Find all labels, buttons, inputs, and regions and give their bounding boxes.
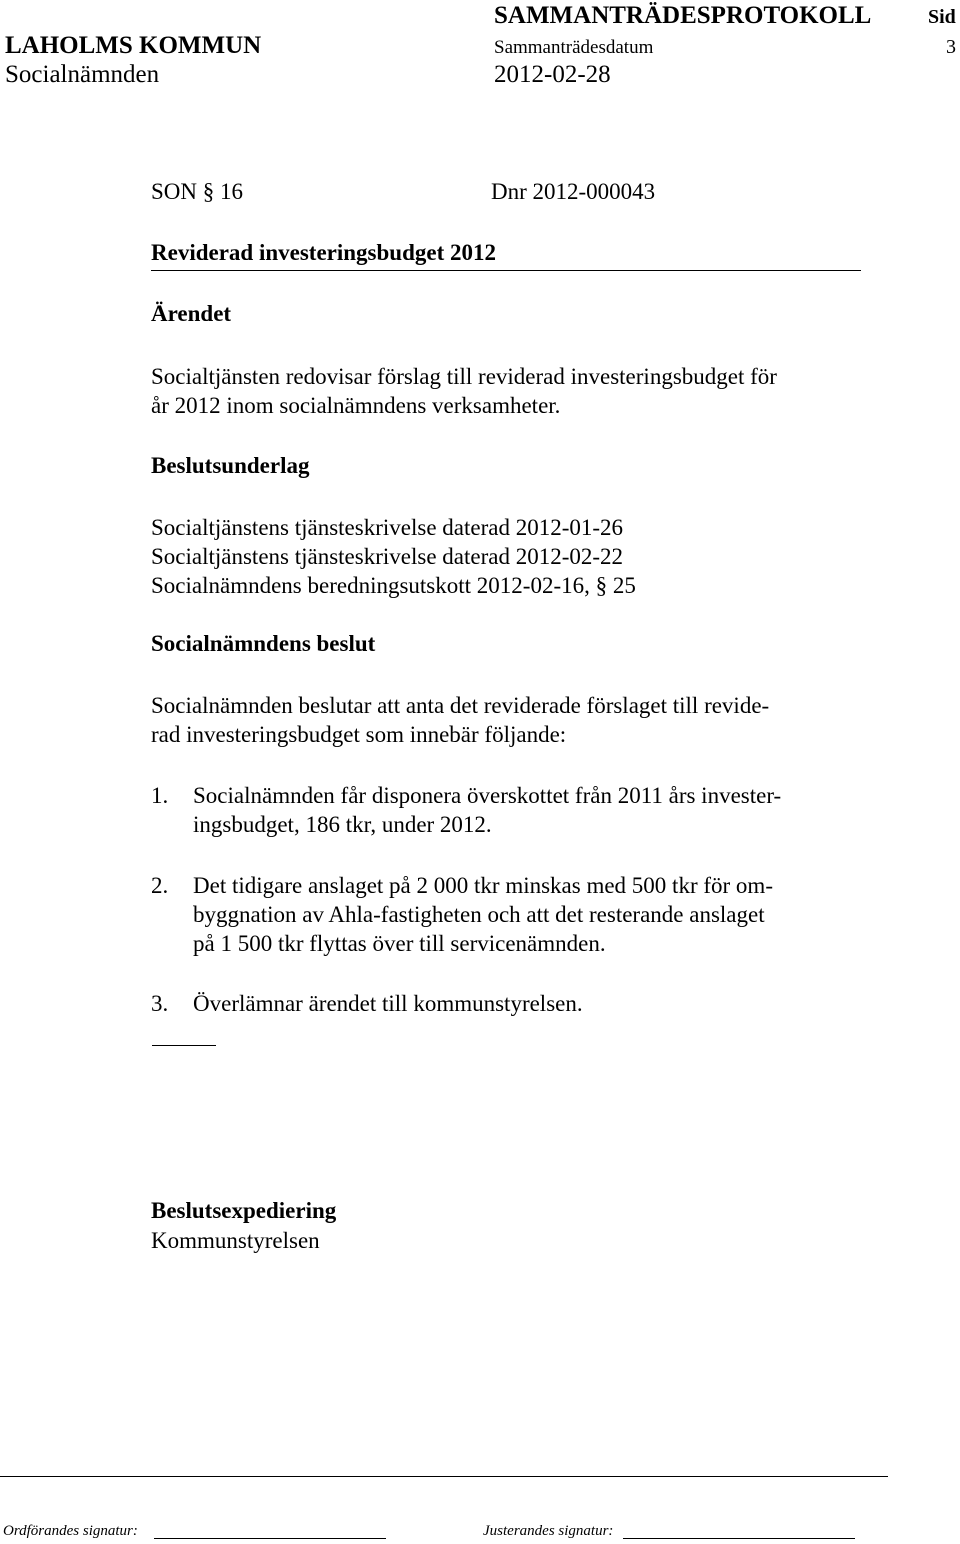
footer-rule — [0, 1476, 888, 1477]
title-underline — [151, 270, 861, 271]
item-number: 1. — [151, 783, 169, 808]
chair-signature-label: Ordförandes signatur: — [3, 1523, 138, 1539]
arendet-text — [151, 362, 863, 420]
underlag-item: Socialtjänstens tjänsteskrivelse daterad 2012-01-26 — [151, 515, 624, 540]
beslut-intro — [151, 691, 863, 749]
underlag-item: Socialtjänstens tjänsteskrivelse daterad 2012-02-22 — [151, 544, 624, 569]
item-number: 3. — [151, 991, 169, 1016]
underlag-item: Socialnämndens beredningsutskott 2012-02-16, § 25 — [151, 573, 636, 598]
case-number: Dnr 2012-000043 — [491, 179, 656, 204]
item-line: Socialnämnden får disponera överskottet från 2011 års invester- — [193, 783, 782, 808]
adjuster-signature-label: Justerandes signatur: — [483, 1523, 614, 1539]
document-type: SAMMANTRÄDESPROTOKOLL — [494, 2, 872, 29]
chair-signature-line — [154, 1538, 386, 1539]
arendet-line: Socialtjänsten redovisar förslag till reviderad investeringsbudget för — [151, 364, 777, 389]
item-text — [193, 781, 863, 839]
beslut-heading: Socialnämndens beslut — [151, 631, 376, 656]
page-number: 3 — [946, 36, 956, 58]
item-line: på 1 500 tkr flyttas över till servicenämnden. — [193, 931, 606, 956]
expediering-recipient: Kommunstyrelsen — [151, 1228, 320, 1253]
board-name: Socialnämnden — [5, 61, 160, 88]
beslutsunderlag-list — [151, 513, 863, 600]
expediering-heading: Beslutsexpediering — [151, 1198, 337, 1223]
case-title: Reviderad investeringsbudget 2012 — [151, 240, 496, 265]
section-number: SON § 16 — [151, 179, 244, 204]
arendet-line: år 2012 inom socialnämndens verksamheter. — [151, 393, 561, 418]
arendet-heading: Ärendet — [151, 301, 232, 326]
beslut-intro-line: rad investeringsbudget som innebär följande: — [151, 722, 567, 747]
page-label: Sid — [928, 6, 956, 28]
item-line: Det tidigare anslaget på 2 000 tkr minskas med 500 tkr för om- — [193, 873, 773, 898]
organization-name: LAHOLMS KOMMUN — [5, 32, 262, 59]
item-line: byggnation av Ahla-fastigheten och att det resterande anslaget — [193, 902, 765, 927]
item-line: Överlämnar ärendet till kommunstyrelsen. — [193, 991, 583, 1016]
adjuster-signature-line — [623, 1538, 855, 1539]
item-text — [193, 871, 863, 958]
item-line: ingsbudget, 186 tkr, under 2012. — [193, 812, 492, 837]
beslut-intro-line: Socialnämnden beslutar att anta det reviderade förslaget till revide- — [151, 693, 770, 718]
item-text — [193, 989, 863, 1018]
meeting-date-label: Sammanträdesdatum — [494, 37, 654, 58]
beslutsunderlag-heading: Beslutsunderlag — [151, 453, 310, 478]
section-end-rule — [152, 1045, 216, 1046]
meeting-date: 2012-02-28 — [494, 61, 611, 88]
item-number: 2. — [151, 873, 169, 898]
